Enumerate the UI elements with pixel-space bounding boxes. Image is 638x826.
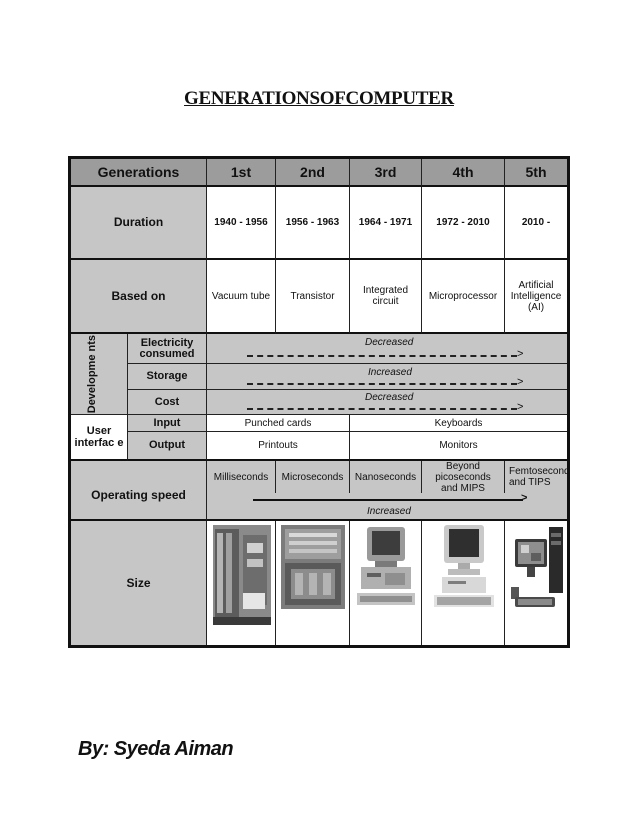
arrowhead-icon: > [521, 492, 528, 504]
dev-storage-trend: Increased [368, 367, 412, 378]
header-generations: Generations [71, 159, 207, 187]
speed-trend: Increased [367, 506, 411, 517]
ui-output-early: Printouts [207, 432, 350, 461]
size-label: Size [71, 521, 207, 645]
speed-gen-3: Nanoseconds [350, 461, 422, 493]
arrowhead-icon: > [517, 376, 524, 388]
duration-gen-3: 1964 - 1971 [350, 187, 422, 260]
dev-cost-dashed-arrow [247, 408, 517, 410]
speed-gen-1: Milliseconds [207, 461, 276, 493]
header-gen-3: 3rd [350, 159, 422, 187]
based-on-gen-5: Artificial Intelligence (AI) [505, 260, 567, 334]
duration-label: Duration [71, 187, 207, 260]
ui-input-label: Input [128, 415, 207, 432]
header-gen-5: 5th [505, 159, 567, 187]
vacuum-tube-computer-photo [213, 525, 271, 625]
developments-label: Developme nts [86, 334, 98, 414]
ai-pc-photo [511, 525, 565, 609]
ui-input-later: Keyboards [350, 415, 567, 432]
duration-gen-1: 1940 - 1956 [207, 187, 276, 260]
generations-table [68, 156, 570, 648]
based-on-gen-2: Transistor [276, 260, 350, 334]
speed-solid-arrow [253, 499, 523, 501]
header-gen-1: 1st [207, 159, 276, 187]
header-gen-2: 2nd [276, 159, 350, 187]
based-on-gen-4: Microprocessor [422, 260, 505, 334]
developments-label-cell [71, 334, 128, 415]
ui-output-label: Output [128, 432, 207, 461]
dev-cost-trend: Decreased [365, 392, 414, 403]
dev-electricity-trend: Decreased [365, 337, 414, 348]
based-on-gen-3: Integrated circuit [350, 260, 422, 334]
ic-computer-photo [355, 527, 417, 611]
dev-cost-label: Cost [128, 390, 207, 415]
dev-storage-dashed-arrow [247, 383, 517, 385]
user-interface-label: User interfac e [71, 415, 128, 461]
ui-input-early: Punched cards [207, 415, 350, 432]
dev-electricity-label: Electricity consumed [128, 334, 207, 364]
duration-gen-5: 2010 - [505, 187, 567, 260]
transistor-computer-photo [281, 525, 345, 609]
microprocessor-pc-photo [428, 525, 500, 611]
ui-output-later: Monitors [350, 432, 567, 461]
dev-storage-label: Storage [128, 364, 207, 390]
dev-electricity-dashed-arrow [247, 355, 517, 357]
based-on-label: Based on [71, 260, 207, 334]
speed-gen-4: Beyond picoseconds and MIPS [422, 461, 505, 493]
arrowhead-icon: > [517, 401, 524, 413]
arrowhead-icon: > [517, 348, 524, 360]
duration-gen-4: 1972 - 2010 [422, 187, 505, 260]
header-gen-4: 4th [422, 159, 505, 187]
page-title: GENERATIONSOFCOMPUTER [184, 88, 454, 109]
operating-speed-label: Operating speed [71, 461, 207, 521]
byline: By: Syeda Aiman [78, 738, 234, 760]
speed-gen-2: Microseconds [276, 461, 350, 493]
speed-gen-5: Femtosecond and TIPS [509, 466, 570, 488]
based-on-gen-1: Vacuum tube [207, 260, 276, 334]
duration-gen-2: 1956 - 1963 [276, 187, 350, 260]
